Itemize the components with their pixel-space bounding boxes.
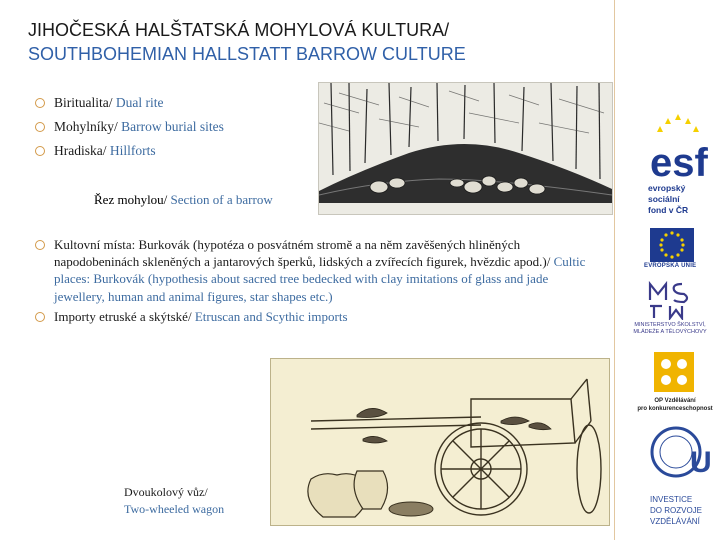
bullet-list-top bbox=[30, 94, 330, 166]
list-item: Kultovní místa: Burkovák (hypotéza o posvátném stromě a na něm zavěšených hliněných napodobeninách skleněných a jantarových šperků, lidských a zvířecích figurek, hvězdic apod.)/ Cultic places: Burkovák (hypothesis about sacred tree bedecked with clay imitations of glass and jade jewellery, human and animal figures, star shapes etc.) bbox=[30, 236, 590, 305]
university-seal bbox=[650, 424, 710, 485]
esf-logo bbox=[648, 112, 710, 189]
list-item: Biritualita/ Dual rite bbox=[30, 94, 330, 118]
investice-label: INVESTICE DO ROZVOJE VZDĚLÁVÁNÍ bbox=[650, 495, 703, 526]
title-czech: JIHOČESKÁ HALŠTATSKÁ MOHYLOVÁ KULTURA/ bbox=[28, 20, 450, 40]
seal-icon bbox=[650, 424, 710, 480]
barrow-drawing bbox=[319, 83, 612, 214]
svg-text:U: U bbox=[690, 446, 710, 479]
list-item: Importy etruské a skýtské/ Etruscan and Scythic imports bbox=[30, 308, 590, 325]
eu-flag-icon bbox=[650, 228, 694, 262]
wagon-caption: Dvoukolový vůz/ Two-wheeled wagon bbox=[124, 484, 254, 518]
svg-text:esf: esf bbox=[650, 141, 708, 184]
barrow-section-image bbox=[318, 82, 613, 215]
op-icon bbox=[652, 350, 696, 394]
title-english: SOUTHBOHEMIAN HALLSTATT BARROW CULTURE bbox=[28, 44, 466, 64]
list-item: Hradiska/ Hillforts bbox=[30, 142, 330, 166]
msmt-label: MINISTERSTVO ŠKOLSTVÍ, MLÁDEŽE A TĚLOVÝCHOVY bbox=[633, 322, 707, 335]
barrow-caption: Řez mohylou/ Section of a barrow bbox=[94, 192, 273, 207]
slide-title bbox=[28, 18, 608, 66]
op-logo bbox=[652, 350, 696, 399]
esf-label: evropský sociální fond v ČR bbox=[648, 183, 689, 215]
msmt-icon bbox=[646, 280, 698, 320]
eu-flag bbox=[650, 228, 694, 267]
wagon-image bbox=[270, 358, 610, 526]
list-item: Mohylníky/ Barrow burial sites bbox=[30, 118, 330, 142]
op-label: OP Vzdělávání pro konkurenceschopnost bbox=[637, 398, 713, 412]
msmt-logo bbox=[646, 280, 698, 325]
esf-icon bbox=[648, 112, 710, 184]
eu-label: EVROPSKÁ UNIE bbox=[644, 263, 697, 269]
bullet-list-bottom bbox=[30, 236, 590, 328]
sidebar-divider bbox=[614, 0, 615, 540]
wagon-drawing bbox=[271, 359, 609, 525]
